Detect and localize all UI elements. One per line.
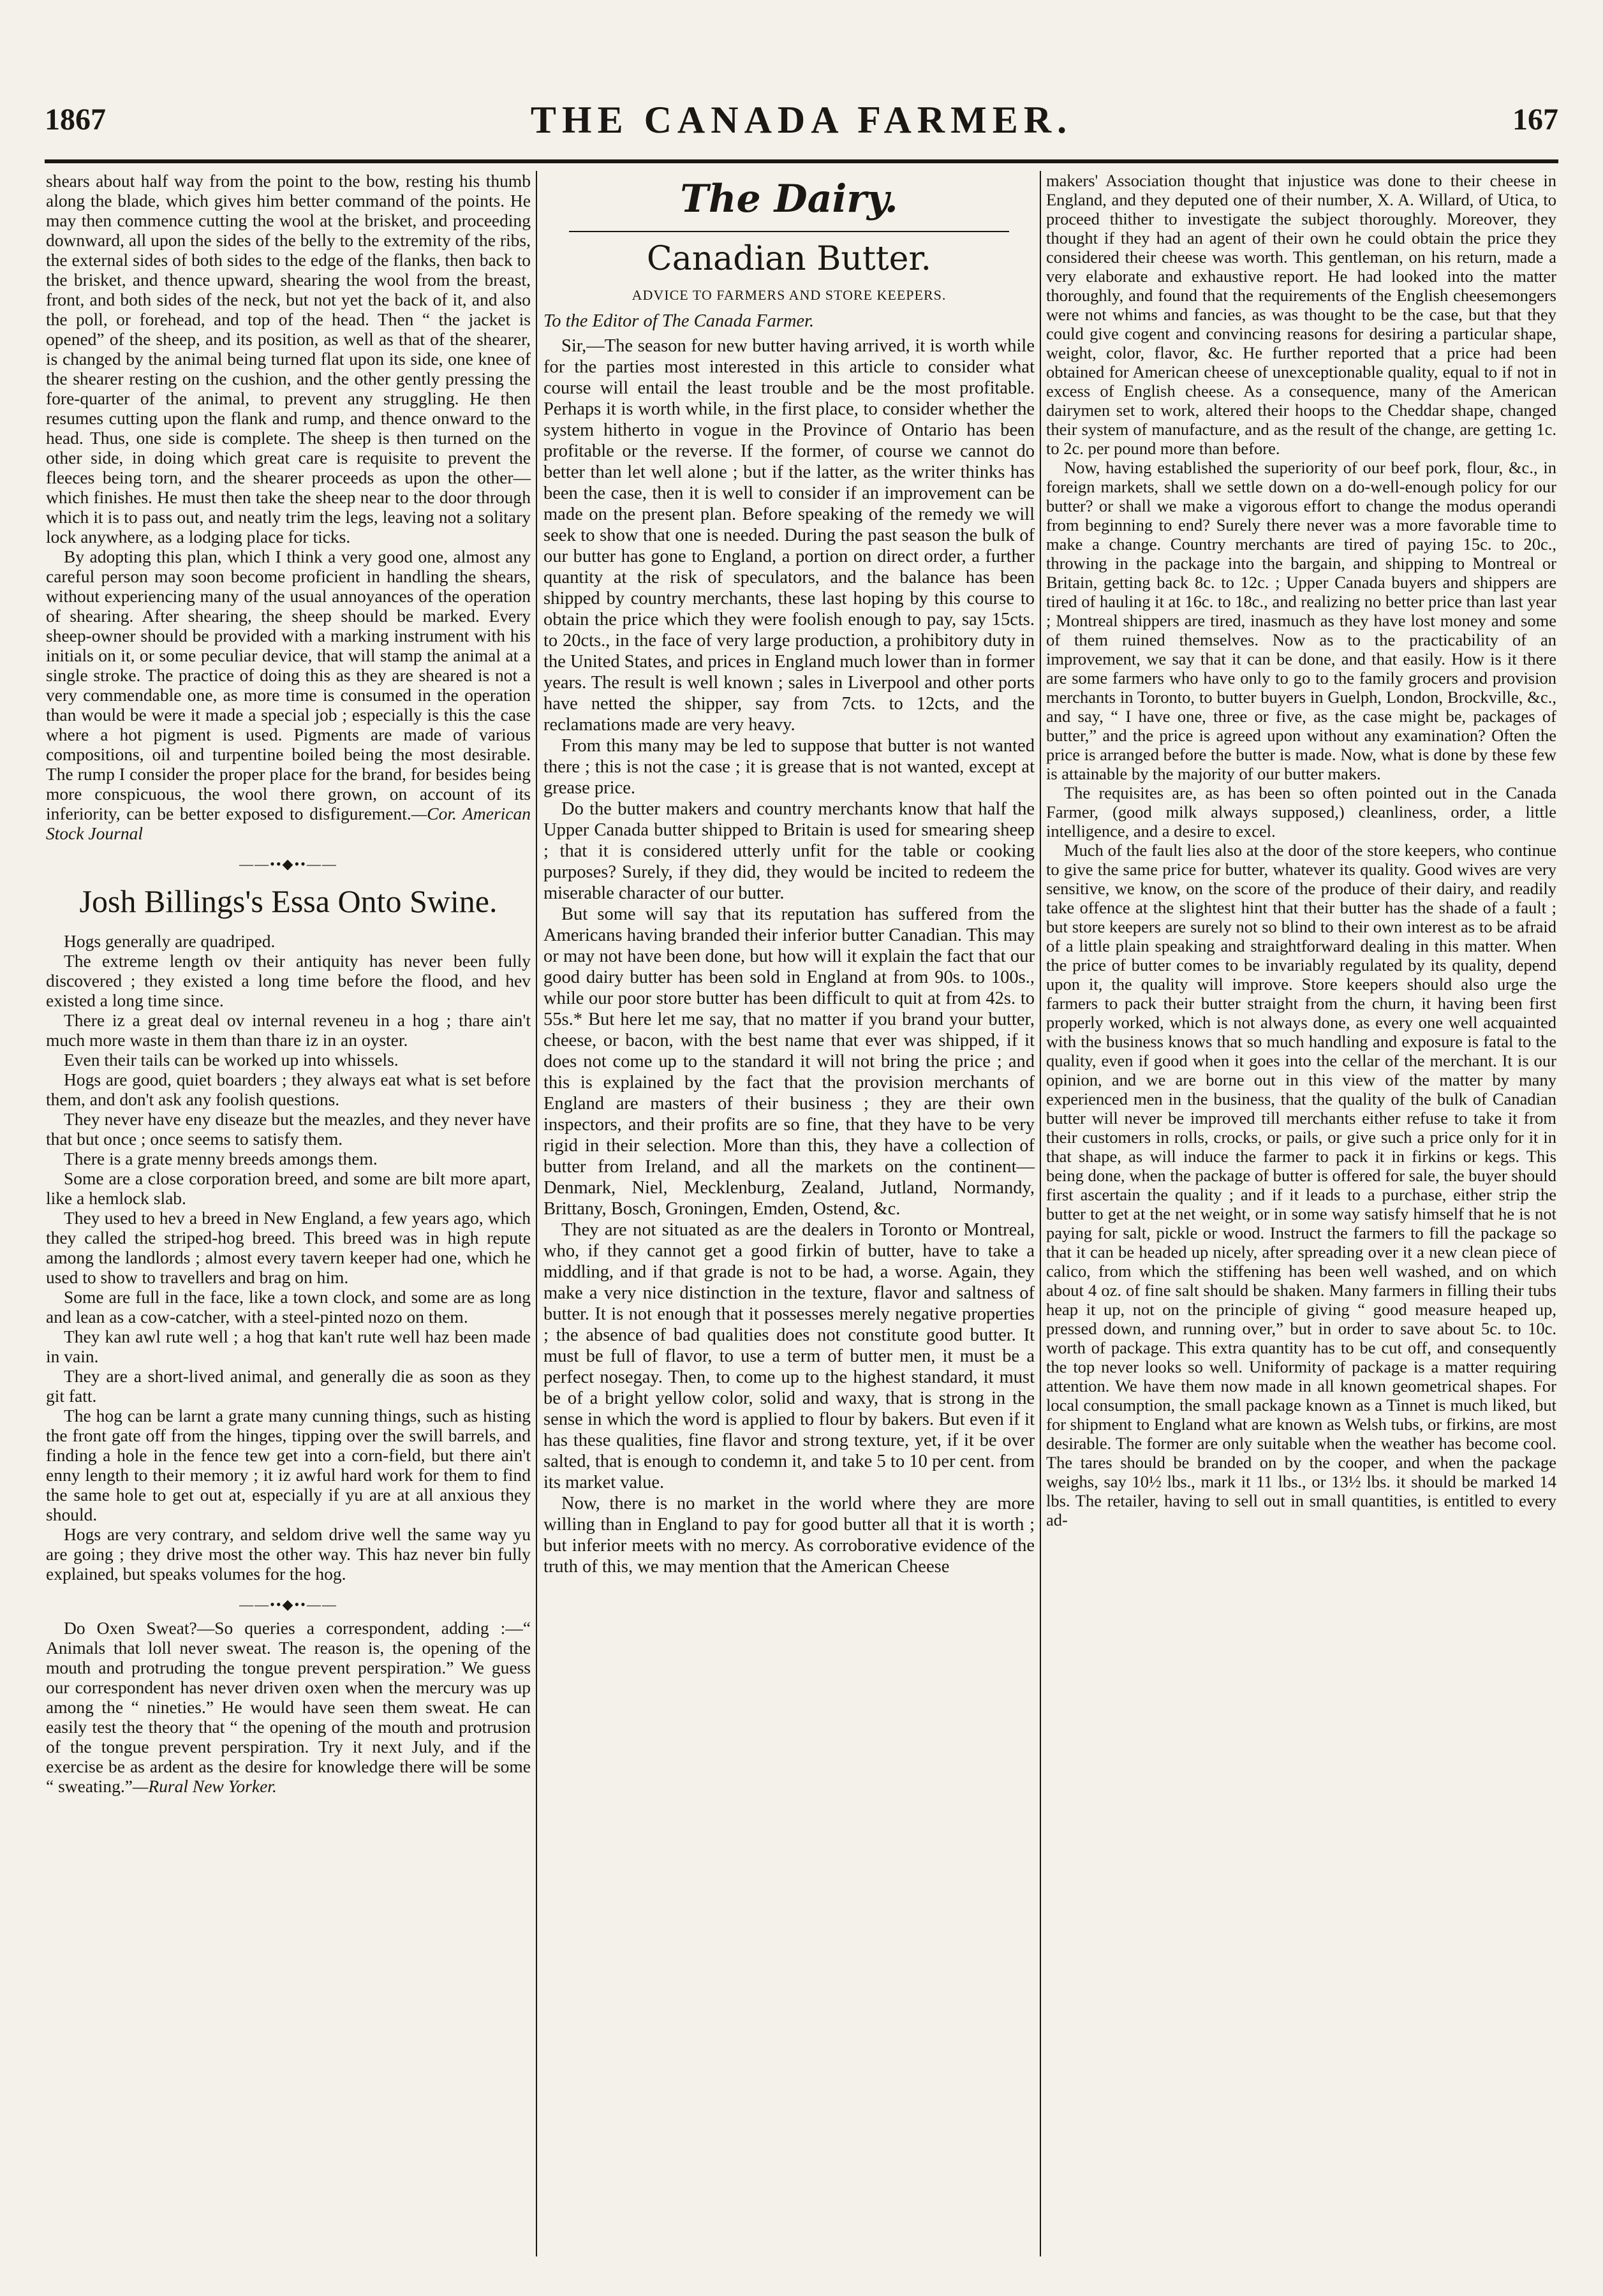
column-rule-2 bbox=[1040, 171, 1041, 2256]
oxen-text: Do Oxen Sweat?—So queries a correspondent, adding :—“ Animals that loll never sweat. The reason is, the opening of the mouth and protruding the tongue prevent perspiration.” We guess our correspondent has never driven oxen when the mercury was up among the “ nineties.” He would have seen them sweat. He can easily test the theory that “ the opening of the mouth and protrusion of the tongue prevent perspiration. Try it next July, and if the exercise be as ardent as the desire for knowledge there will be some “ sweating.” bbox=[46, 1618, 531, 1796]
shearing-paragraph: shears about half way from the point to the bow, resting his thumb along the blade, which gives him better command of the points. He may then commence cutting the wool at the brisket, and proceeding downward, all upon the sides of the belly to the extremity of the ribs, the external sides of both sides to the edge of the flanks, then back to the brisket, and thence upward, shearing the wool from the breast, front, and both sides of the neck, but not yet the back of it, and also the poll, or forehead, and top of the head. Then “ the jacket is opened” of the sheep, and its position, as well as that of the shearer, is changed by the animal being turned flat upon its side, one knee of the shearer resting on the cushion, and the other gently pressing the fore-quarter of the animal, to prevent any struggling. He then resumes cutting upon the flank and rump, and thence onward to the head. Thus, one side is complete. The sheep is then turned on the other side, in doing which great care is requisite to prevent the fleeces being torn, and the shearer proceeds as upon the other—which finishes. He must then take the sheep near to the door through which it is to pass out, and neatly trim the legs, leaving not a solitary lock anywhere, as a lodging place for ticks. bbox=[46, 171, 531, 547]
column-rule-1 bbox=[536, 171, 537, 2256]
masthead-title: THE CANADA FARMER. bbox=[530, 99, 1073, 141]
article-paragraph: From this many may be led to suppose that butter is not wanted there ; this is not the case ; it is grease that is not wanted, except at grease price. bbox=[543, 736, 1035, 798]
article-paragraph: Sir,—The season for new butter having arrived, it is worth while for the parties most interested in this article to consider what course will entail the least trouble and be the most profitable. Perhaps it is worth while, in the first place, to consider whether the system hitherto in vogue in the Province of Ontario has been profitable or the reverse. If the former, of course we cannot do better than let well alone ; but if the latter, as the writer thinks has been the case, then it is well to consider if an improvement can be made on the present plan. Before speaking of the remedy we will seek to show that one is needed. During the past season the bulk of our butter has gone to England, a portion on direct order, a further quantity at the risk of speculators, and the balance has been shipped by country merchants, these last hoping by this course to obtain the price which they were foolish enough to pay, say 15cts. to 20cts., in the face of very large production, a prohibitory duty in the United States, and prices in England much lower than in former years. The result is well known ; sales in Liverpool and other ports have netted the shipper, say from 7cts. to 12cts, and the reclamations made are very heavy. bbox=[543, 336, 1035, 735]
article-paragraph: makers' Association thought that injustice was done to their cheese in England, and they deputed one of their number, X. A. Willard, of Utica, to proceed thither to investigate the subject thoroughly. Moreover, they thought if they had an agent of their own he could obtain the price they considered their cheese was worth. This gentleman, on his return, made a very elaborate and exhaustive report. He had looked into the matter thoroughly, and found that the requirements of the English cheesemongers were not whims and fancies, as was thought to be the case, but that they could give cogent and convincing reasons for desiring a particular shape, weight, color, flavor, &c. He further reported that a price had been obtained for American cheese of unexceptionable quality, equal to if not in excess of English cheese. As a consequence, many of the American dairymen set to work, altered their hoops to the Cheddar shape, changed their system of manufacture, and as the result of the change, are getting 1c. to 2c. per pound more than before. bbox=[1046, 171, 1556, 458]
billings-paragraph: The hog can be larnt a grate many cunning things, such as histing the front gate off from the hinges, tipping over the swill barrels, and finding a hole in the fence tew get into a corn-field, but there ain't enny length to their memory ; it iz awful hard work for them to find the same hole to get out at, especially if yu are at all anxious they should. bbox=[46, 1406, 531, 1524]
shearing-source: —Cor. American Stock Journal bbox=[46, 804, 531, 843]
billings-paragraph: There iz a great deal ov internal reveneu in a hog ; thare ain't much more waste in them than thare iz in an oyster. bbox=[46, 1010, 531, 1050]
column-1 bbox=[46, 171, 531, 2263]
billings-paragraph: Hogs generally are quadriped. bbox=[64, 931, 276, 951]
billings-paragraph: They kan awl rute well ; a hog that kan't rute well haz been made in vain. bbox=[46, 1327, 531, 1366]
column-2 bbox=[543, 171, 1035, 2263]
billings-paragraph: Hogs are very contrary, and seldom drive well the same way yu are going ; they drive most the other way. This haz never bin fully explained, but speaks volumes for the hog. bbox=[46, 1524, 531, 1584]
page-number: 167 bbox=[1512, 103, 1558, 136]
ornament-divider: ——••◆••—— bbox=[239, 1596, 337, 1612]
billings-paragraph: Hogs are good, quiet boarders ; they always eat what is set before them, and don't ask any foolish questions. bbox=[46, 1070, 531, 1109]
article-subhead: ADVICE TO FARMERS AND STORE KEEPERS. bbox=[632, 287, 947, 303]
ornament-divider: ——••◆••—— bbox=[239, 856, 337, 872]
article-address: To the Editor of The Canada Farmer. bbox=[543, 311, 815, 331]
article-paragraph: Now, having established the superiority of our beef pork, flour, &c., in foreign markets, shall we settle down on a do-well-enough policy for our butter? or shall we make a vigorous effort to change the modus operandi from beginning to end? Surely there never was a more favorable time to make a change. Country merchants are tired of paying 15c. to 20c., throwing in the package into the bargain, and shipping to Montreal or Britain, getting back 8c. to 12c. ; Upper Canada buyers and shippers are tired of hauling it at 16c. to 18c., and realizing no better price than last year ; Montreal shippers are tired, inasmuch as they have lost money and some of them ruined themselves. Now as to the practicability of an improvement, we say that it can be done, and that easily. How is it there are some farmers who have only to go to the family grocers and provision merchants in Toronto, to butter buyers in Guelph, London, Brockville, &c., and say, “ I have one, three or five, as the case might be, packages of butter,” and the price is agreed upon without any examination? Often the price is arranged before the butter is made. Now, what is done by these few is attainable by the majority of our butter makers. bbox=[1046, 458, 1556, 783]
masthead bbox=[45, 96, 1558, 147]
article-paragraph: Do the butter makers and country merchants know that half the Upper Canada butter shipped to Britain is used for smearing sheep ; that it is considered utterly unfit for the table or cooking purposes? Surely, if they did, they would be incited to redeem the miserable character of our butter. bbox=[543, 799, 1035, 903]
oxen-source: —Rural New Yorker. bbox=[132, 1776, 277, 1796]
billings-paragraph: They never have eny diseaze but the meazles, and they never have that but once ; once seems to satisfy them. bbox=[46, 1109, 531, 1149]
masthead-rule bbox=[45, 159, 1558, 163]
article-title: Canadian Butter. bbox=[646, 240, 932, 278]
shearing-paragraph bbox=[46, 547, 531, 843]
column-3 bbox=[1046, 171, 1556, 2263]
shearing-text: By adopting this plan, which I think a very good one, almost any careful person may soon become proficient in handling the shears, without experiencing many of the usual annoyances of the operation of shearing. After shearing, the sheep should be marked. Every sheep-owner should be provided with a marking instrument with his initials on it, or some peculiar device, that will stamp the animal at a single stroke. The practice of doing this as they are sheared is not a very commendable one, as more time is consumed in the operation than would be were it made a special job ; especially is this the case where a hot pigment is used. Pigments are made of various compositions, oil and turpentine boiled being the most desirable. The rump I consider the proper place for the brand, for besides being more conspicuous, the wool there grown, on account of its inferiority, can be better exposed to disfigurement. bbox=[46, 547, 531, 823]
billings-paragraph: Some are full in the face, like a town clock, and some are as long and lean as a cow-catcher, with a steel-pinted nozo on them. bbox=[46, 1287, 531, 1327]
billings-paragraph: They used to hev a breed in New England, a few years ago, which they called the striped-hog breed. This breed was in high repute among the landlords ; almost every tavern keeper had one, which he used to show to travellers and brag on him. bbox=[46, 1208, 531, 1287]
billings-paragraph: Some are a close corporation breed, and some are bilt more apart, like a hemlock slab. bbox=[46, 1168, 531, 1208]
article-paragraph: Much of the fault lies also at the door of the store keepers, who continue to give the same price for butter, whatever its quality. Good wives are very sensitive, we know, on the score of the produce of their dairy, and readily take offence at the slightest hint that their butter has the shade of a fault ; but store keepers are surely not so blind to their own interest as to be afraid of a little plain speaking and straightforward dealing in this matter. When the price of butter comes to be invariably regulated by its quality, depend upon it, the quality will improve. Store keepers should also urge the farmers to pack their butter straight from the churn, it having been first properly worked, which is not always done, as every one well acquainted with the business knows that so much handling and exposure is fatal to the quality, even if good when it goes into the cellar of the merchant. It is our opinion, and we are borne out in this view of the matter by many experienced men in the business, that the quality of the bulk of Canadian butter will never be improved till merchants either refuse to take it from their customers in rolls, crocks, or pails, or give such a price only for it in that shape, as will induce the farmer to pack it in firkins or kegs. This being done, when the package of butter is offered for sale, the buyer should first ascertain the quality ; and if it leads to a purchase, either strip the butter to get at the net weight, or in some way satisfy himself that he is not paying for salt, pickle or wood. Instruct the farmers to fill the package so that it can be headed up nicely, after spreading over it a new clean piece of calico, from which the stiffening has been well washed, and on which about 4 oz. of fine salt should be shaken. Many farmers in filling their tubs heap it up, not on the principle of giving “ good measure heaped up, pressed down, and running over,” but in order to save about 5c. to 10c. worth of package. This extra quantity has to be cut off, and consequently the top never looks so well. Uniformity of package is a matter requiring attention. We have them now made in all known geometrical shapes. For local consumption, the small package known as a Tinnet is much liked, but for shipment to England what are known as Welsh tubs, or firkins, are most desirable. The former are only suitable when the weather has become cool. The tares should be branded on by the cooper, and when the package weighs, say 10½ lbs., mark it 11 lbs., or 13½ lbs. it should be marked 14 lbs. The retailer, having to sell out in small quantities, is entitled to every ad- bbox=[1046, 841, 1556, 1529]
oxen-paragraph bbox=[46, 1618, 531, 1796]
article-paragraph: But some will say that its reputation has suffered from the Americans having branded their inferior butter Canadian. This may or may not have been done, but how will it explain the fact that our good dairy butter has been sold in England at from 90s. to 100s., while our poor store butter has been difficult to quit at from 42s. to 55s.* But here let me say, that no matter if you brand your butter, cheese, or bacon, with the best name that ever was shipped, if it does not come up to the standard it will not bring the price ; and this is explained by the fact that the provision merchants of England are masters of their business ; they are their own inspectors, and their profits are so fine, that they have to be very rigid in their selection. More than this, they have a collection of butter from Ireland, and all the markets on the continent—Denmark, Niel, Mecklenburg, Zealand, Jutland, Normandy, Brittany, Bosch, Groningen, Emden, Ostend, &c. bbox=[543, 904, 1035, 1219]
billings-paragraph: The extreme length ov their antiquity has never been fully discovered ; they existed a long time before the flood, and hev existed a long time since. bbox=[46, 951, 531, 1010]
article-paragraph: Now, there is no market in the world where they are more willing than in England to pay for good butter all that it is worth ; but inferior meets with no mercy. As corroborative evidence of the truth of this, we may mention that the American Cheese bbox=[543, 1494, 1035, 1577]
billings-paragraph: Even their tails can be worked up into whissels. bbox=[64, 1050, 399, 1070]
section-title: The Dairy. bbox=[680, 177, 898, 221]
section-rule bbox=[569, 231, 1009, 232]
article-paragraph: The requisites are, as has been so often pointed out in the Canada Farmer, (good milk always supposed,) cleanliness, order, a little intelligence, and a desire to excel. bbox=[1046, 783, 1556, 841]
billings-paragraph: They are a short-lived animal, and generally die as soon as they git fatt. bbox=[46, 1366, 531, 1406]
billings-paragraph: There is a grate menny breeds amongs them. bbox=[64, 1149, 378, 1168]
masthead-year: 1867 bbox=[45, 103, 106, 136]
article-paragraph: They are not situated as are the dealers in Toronto or Montreal, who, if they cannot get a good firkin of butter, have to take a middling, and if that grade is not to be had, a worse. Again, they make a very nice distinction in the texture, flavor and saltness of butter. It is not enough that it possesses merely negative properties ; the absence of bad qualities does not constitute good butter. It must be full of flavor, to use a term of butter men, it must be a perfect nosegay. Then, to come up to the highest standard, it must be of a bright yellow color, solid and waxy, that is strong in the sense in which the word is applied to flour by bakers. But even if it has these qualities, fine flavor and strong texture, yet, if it be over salted, that is enough to condemn it, and take 5 to 10 per cent. from its market value. bbox=[543, 1220, 1035, 1492]
billings-title: Josh Billings's Essa Onto Swine. bbox=[79, 883, 498, 919]
